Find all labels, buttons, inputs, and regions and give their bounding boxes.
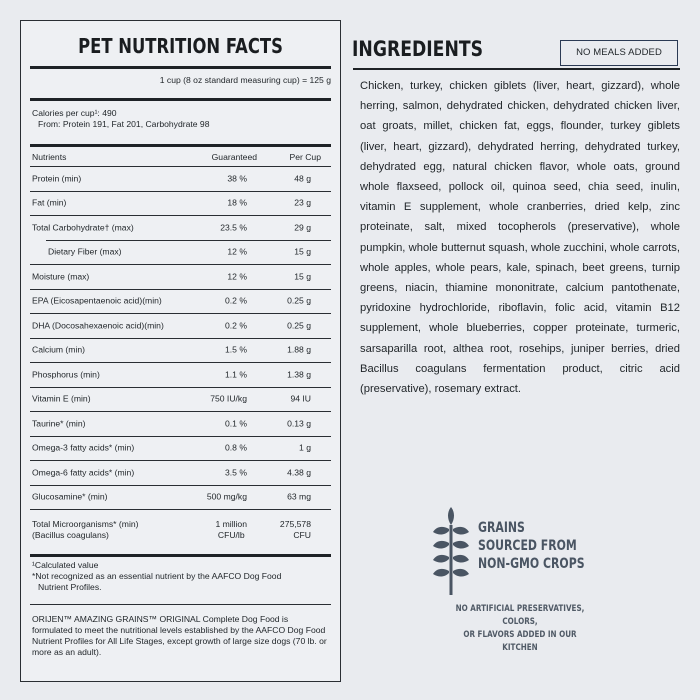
nutrient-name: Phosphorus (min): [32, 369, 100, 380]
header-guaranteed: Guaranteed: [211, 152, 257, 162]
footnote-calculated: ¹Calculated value: [32, 560, 99, 570]
non-gmo-grains-badge: [430, 505, 630, 653]
ingredients-title: INGREDIENTS: [352, 37, 484, 61]
nutrient-guaranteed: 500 mg/kg: [206, 491, 247, 502]
footnote-divider: [30, 604, 331, 605]
calories-divider: [30, 144, 331, 147]
nutrient-row: [32, 339, 321, 363]
wheat-icon: [430, 505, 472, 595]
microorganisms-name-line-2: (Bacillus coagulans): [32, 530, 109, 540]
microorganisms-name: [32, 519, 139, 541]
nutrient-name: Taurine* (min): [32, 418, 86, 429]
nutrient-name: Dietary Fiber (max): [48, 246, 122, 257]
footnotes: [32, 560, 322, 593]
nutrient-per-cup: 4.38 g: [287, 467, 311, 478]
nutrient-row: [32, 290, 321, 314]
calories-block: [32, 108, 210, 130]
nutrient-guaranteed: 3.5 %: [225, 467, 247, 478]
calories-per-cup: Calories per cup¹: 490: [32, 108, 117, 118]
nutrient-per-cup: 29 g: [294, 222, 311, 233]
nutrient-row: [32, 265, 321, 289]
nutrient-name: Calcium (min): [32, 344, 85, 355]
grains-headline: [478, 519, 603, 573]
nutrient-per-cup: 1 g: [299, 442, 311, 453]
microorganisms-guaranteed-line-1: 1 million: [215, 519, 247, 529]
nutrient-row: [32, 192, 321, 216]
microorganisms-per-cup-line-1: 275,578: [279, 519, 311, 529]
nutrient-guaranteed: 0.2 %: [225, 295, 247, 306]
nutrient-per-cup: 63 mg: [287, 491, 311, 502]
title-divider: [30, 66, 331, 69]
header-per-cup: Per Cup: [289, 152, 321, 162]
ingredients-divider: [353, 68, 680, 70]
aafco-statement: ORIJEN™ AMAZING GRAINS™ ORIGINAL Complete Dog Food is formulated to meet the nutritional levels established by the AAFCO Dog Food Nutrient Profiles for All Life Stages, except growth of large size dogs (70 lb. or more as an adult).: [32, 614, 327, 657]
nutrient-per-cup: 15 g: [294, 271, 311, 282]
nutrient-row: [32, 437, 321, 461]
nutrient-name: Protein (min): [32, 173, 82, 184]
nutrient-per-cup: 48 g: [294, 173, 311, 184]
grains-sub-line-1: NO ARTIFICIAL PRESERVATIVES, COLORS,: [455, 604, 585, 627]
table-bottom-divider: [30, 554, 331, 557]
nutrient-row: [32, 461, 321, 485]
nutrient-per-cup: 0.25 g: [287, 295, 311, 306]
nutrient-guaranteed: 12 %: [227, 246, 247, 257]
nutrient-name: Vitamin E (min): [32, 393, 91, 404]
nutrient-name: EPA (Eicosapentaenoic acid)(min): [32, 295, 162, 306]
table-header: [32, 152, 331, 164]
nutrient-name: Omega-6 fatty acids* (min): [32, 467, 135, 478]
grains-line-2: SOURCED FROM: [478, 538, 577, 554]
nutrient-per-cup: 0.13 g: [287, 418, 311, 429]
serving-size: 1 cup (8 oz standard measuring cup) = 125 g: [159, 75, 331, 85]
nutrient-per-cup: 94 IU: [290, 393, 311, 404]
grains-line-3: NON-GMO CROPS: [478, 556, 585, 572]
nutrient-guaranteed: 12 %: [227, 271, 247, 282]
nutrient-name: Omega-3 fatty acids* (min): [32, 442, 135, 453]
nutrient-guaranteed: 0.2 %: [225, 320, 247, 331]
nutrient-row: [32, 167, 321, 191]
microorganisms-guaranteed: [215, 519, 247, 541]
nutrient-name: Moisture (max): [32, 271, 90, 282]
nutrient-guaranteed: 18 %: [227, 197, 247, 208]
row-divider: [30, 509, 331, 510]
nutrient-row: [32, 216, 321, 240]
nutrient-row: [32, 241, 321, 265]
grains-subtext: [448, 603, 592, 655]
ingredients-list: Chicken, turkey, chicken giblets (liver, heart, gizzard), whole herring, salmon, dehydrated chicken, dehydrated chicken liver, oat groats, millet, chicken fat, eggs, flounder, turkey giblets (liver, heart, gizzard), dehydrated herring, dehydrated turkey, dehydrated egg, natural chicken flavor, whole oats, ground whole flaxseed, pollock oil, quinoa seed, chia seed, inulin, vitamin E supplement, whole cranberries, dried kelp, zinc proteinate, salt, mixed tocopherols (preservative), whole pumpkin, whole butternut squash, whole zucchini, whole carrots, whole apples, whole pears, kale, spinach, beet greens, turnip greens, niacin, thiamine mononitrate, calcium pantothenate, pyridoxine hydrochloride, riboflavin, folic acid, vitamin B12 supplement, whole blueberries, copper proteinate, turmeric, sarsaparilla root, althea root, rosehips, juniper berries, dried Bacillus coagulans fermentation product, citric acid (preservative), rosemary extract.: [360, 80, 680, 396]
grains-sub-line-2: OR FLAVORS ADDED IN OUR KITCHEN: [463, 630, 577, 653]
nutrient-per-cup: 0.25 g: [287, 320, 311, 331]
nutrient-row: [32, 486, 321, 510]
nutrient-per-cup: 1.38 g: [287, 369, 311, 380]
nutrient-guaranteed: 0.8 %: [225, 442, 247, 453]
nutrient-name: Total Carbohydrate† (max): [32, 222, 134, 233]
nutrition-title: PET NUTRITION FACTS: [78, 34, 283, 58]
nutrient-guaranteed: 750 IU/kg: [210, 393, 247, 404]
header-nutrients: Nutrients: [32, 152, 67, 162]
microorganisms-name-line-1: Total Microorganisms* (min): [32, 519, 139, 529]
nutrient-row: [32, 412, 321, 436]
nutrient-guaranteed: 0.1 %: [225, 418, 247, 429]
nutrient-row: [32, 388, 321, 412]
nutrient-per-cup: 23 g: [294, 197, 311, 208]
calories-from: From: Protein 191, Fat 201, Carbohydrate 98: [38, 119, 210, 129]
nutrient-row: [32, 363, 321, 387]
nutrient-row-microorganisms: [32, 519, 321, 545]
nutrient-name: DHA (Docosahexaenoic acid)(min): [32, 320, 164, 331]
microorganisms-guaranteed-line-2: CFU/lb: [217, 530, 245, 540]
nutrient-guaranteed: 1.5 %: [225, 344, 247, 355]
footnote-aafco-cont: Nutrient Profiles.: [38, 582, 102, 592]
microorganisms-per-cup: [280, 519, 311, 541]
nutrient-guaranteed: 1.1 %: [225, 369, 247, 380]
grains-line-1: GRAINS: [478, 520, 525, 536]
nutrient-per-cup: 15 g: [294, 246, 311, 257]
nutrient-name: Glucosamine* (min): [32, 491, 108, 502]
nutrient-guaranteed: 23.5 %: [220, 222, 247, 233]
serving-divider: [30, 98, 331, 101]
footnote-aafco: *Not recognized as an essential nutrient by the AAFCO Dog Food: [32, 571, 282, 581]
microorganisms-per-cup-line-2: CFU: [293, 530, 311, 540]
nutrient-guaranteed: 38 %: [227, 173, 247, 184]
nutrient-row: [32, 314, 321, 338]
nutrient-name: Fat (min): [32, 197, 67, 208]
nutrient-per-cup: 1.88 g: [287, 344, 311, 355]
no-meals-badge: NO MEALS ADDED: [560, 40, 678, 66]
